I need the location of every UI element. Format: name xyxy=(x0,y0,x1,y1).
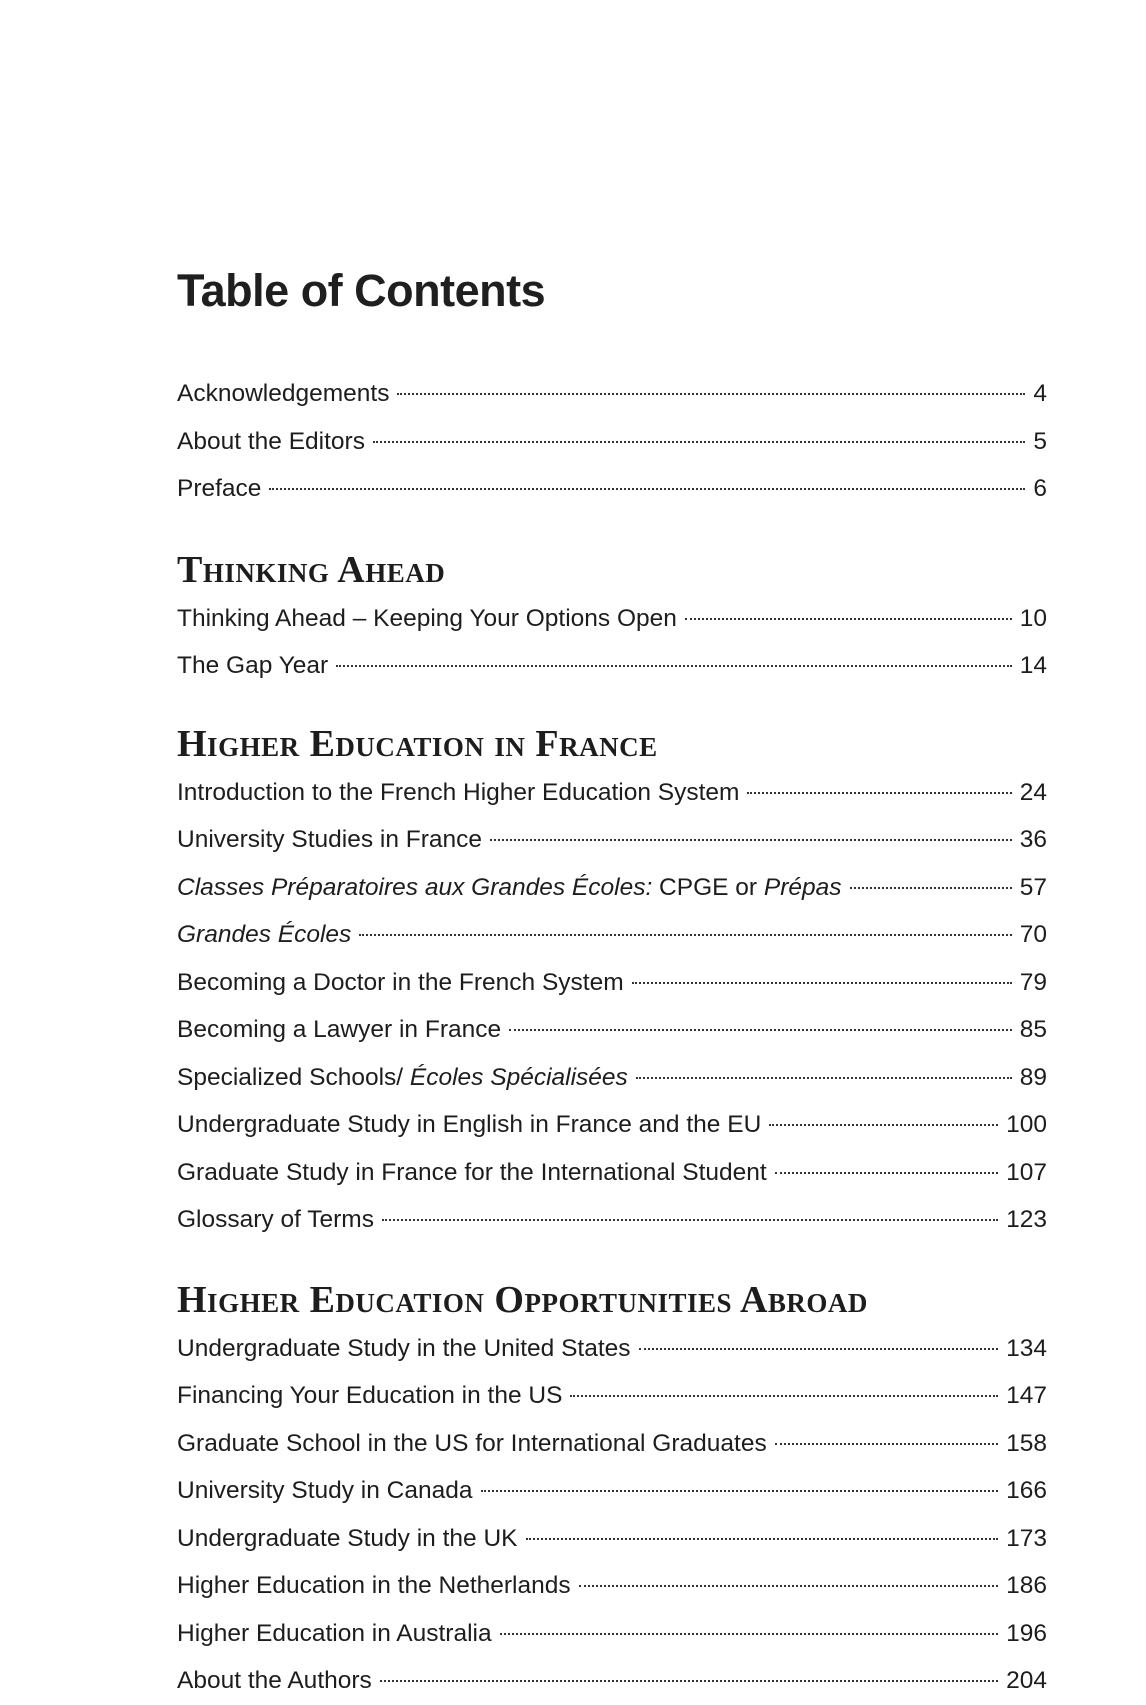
toc-entry[interactable] xyxy=(177,1515,1047,1563)
toc-entry-title-part: CPGE or xyxy=(652,873,764,901)
toc-entry[interactable] xyxy=(177,911,1047,959)
toc-entry[interactable] xyxy=(177,769,1047,817)
dot-leader xyxy=(490,839,1012,841)
toc-entry[interactable] xyxy=(177,816,1047,864)
toc-entry-page-number: 107 xyxy=(1006,1158,1047,1186)
toc-entry[interactable] xyxy=(177,370,1047,418)
dot-leader xyxy=(359,934,1011,936)
toc-entry-page-number: 70 xyxy=(1019,921,1047,948)
section-heading: Higher Education in France xyxy=(177,722,658,765)
toc-entry-title: About the Editors xyxy=(177,427,365,455)
dot-leader xyxy=(769,1124,998,1126)
toc-entry-title: Glossary of Terms xyxy=(177,1206,374,1233)
toc-entry-page-number: 204 xyxy=(1006,1667,1047,1694)
toc-entry-title-italic-part: Prépas xyxy=(763,873,842,901)
toc-entry-page-number: 24 xyxy=(1019,778,1047,806)
toc-entry[interactable] xyxy=(177,1372,1047,1420)
toc-entry-title xyxy=(177,1054,628,1102)
dot-leader xyxy=(380,1680,998,1682)
toc-entry-title-part: Specialized Schools/ xyxy=(177,1063,410,1091)
toc-entry-title-italic-part: Classes Préparatoires aux Grandes Écoles: xyxy=(177,873,653,901)
toc-entry[interactable] xyxy=(177,1420,1047,1468)
toc-entry-page-number: 4 xyxy=(1033,380,1047,407)
toc-entry-page-number: 89 xyxy=(1019,1063,1047,1091)
dot-leader xyxy=(382,1219,998,1221)
toc-entry-title: Financing Your Education in the US xyxy=(177,1382,563,1409)
toc-entry-title: Graduate Study in France for the International Student xyxy=(177,1158,767,1186)
toc-entry-title: Becoming a Lawyer in France xyxy=(177,1016,502,1043)
toc-entry-title: Acknowledgements xyxy=(177,380,390,407)
toc-entry-page-number: 173 xyxy=(1006,1524,1047,1552)
toc-entry-title: The Gap Year xyxy=(177,652,329,679)
dot-leader xyxy=(685,618,1012,620)
dot-leader xyxy=(500,1633,999,1635)
section-heading: Thinking Ahead xyxy=(177,548,446,591)
toc-entry-title xyxy=(177,864,842,912)
toc-entry-page-number: 166 xyxy=(1006,1477,1047,1504)
toc-section xyxy=(177,719,1047,1244)
toc-entry-title: Becoming a Doctor in the French System xyxy=(177,968,624,996)
toc-entry-title xyxy=(177,911,351,959)
toc-entry[interactable] xyxy=(177,1054,1047,1102)
toc-entry-page-number: 147 xyxy=(1006,1382,1047,1409)
dot-leader xyxy=(269,488,1025,490)
toc-entry-page-number: 6 xyxy=(1033,475,1047,502)
toc-entry-page-number: 85 xyxy=(1019,1016,1047,1043)
toc-entry[interactable] xyxy=(177,1562,1047,1610)
dot-leader xyxy=(747,792,1011,794)
toc-entry[interactable] xyxy=(177,1101,1047,1149)
toc-entry[interactable] xyxy=(177,959,1047,1007)
toc-entry-page-number: 10 xyxy=(1019,604,1047,632)
toc-entry-page-number: 196 xyxy=(1006,1619,1047,1647)
dot-leader xyxy=(526,1538,999,1540)
dot-leader xyxy=(373,441,1025,443)
dot-leader xyxy=(632,982,1012,984)
toc-entry-page-number: 57 xyxy=(1019,873,1047,901)
toc-entry-title: Higher Education in Australia xyxy=(177,1619,492,1647)
section-heading: Higher Education Opportunities Abroad xyxy=(177,1278,868,1321)
toc-page xyxy=(177,262,1047,1705)
dot-leader xyxy=(481,1490,999,1492)
toc-entry[interactable] xyxy=(177,642,1047,690)
dot-leader xyxy=(850,887,1012,889)
toc-entry-title: Introduction to the French Higher Education System xyxy=(177,778,740,806)
toc-entry-title: Higher Education in the Netherlands xyxy=(177,1572,571,1599)
dot-leader xyxy=(636,1077,1012,1079)
toc-entry[interactable] xyxy=(177,864,1047,912)
toc-section xyxy=(177,545,1047,690)
toc-entry-page-number: 100 xyxy=(1006,1111,1047,1138)
dot-leader xyxy=(775,1172,998,1174)
toc-entry[interactable] xyxy=(177,1325,1047,1373)
toc-entry-title-italic-part: Écoles Spécialisées xyxy=(409,1063,628,1091)
dot-leader xyxy=(509,1029,1012,1031)
toc-entry[interactable] xyxy=(177,595,1047,643)
toc-entry[interactable] xyxy=(177,1467,1047,1515)
dot-leader xyxy=(336,665,1012,667)
dot-leader xyxy=(775,1443,998,1445)
toc-entry-title: Undergraduate Study in English in France and the EU xyxy=(177,1111,762,1138)
toc-entry-title: Undergraduate Study in the UK xyxy=(177,1524,518,1552)
toc-entry-page-number: 123 xyxy=(1006,1206,1047,1233)
dot-leader xyxy=(570,1395,998,1397)
toc-section xyxy=(177,1275,1047,1705)
toc-entry-page-number: 158 xyxy=(1006,1429,1047,1457)
toc-entry[interactable] xyxy=(177,465,1047,513)
toc-sections xyxy=(177,545,1047,1705)
toc-entry-page-number: 36 xyxy=(1019,826,1047,853)
toc-entry-title: Undergraduate Study in the United States xyxy=(177,1334,631,1362)
toc-entry-page-number: 5 xyxy=(1033,427,1047,455)
dot-leader xyxy=(397,393,1025,395)
toc-entry-page-number: 79 xyxy=(1019,968,1047,996)
toc-entry-page-number: 134 xyxy=(1006,1334,1047,1362)
page-title: Table of Contents xyxy=(177,265,546,316)
toc-entry[interactable] xyxy=(177,1006,1047,1054)
front-matter-list xyxy=(177,370,1047,513)
toc-entry[interactable] xyxy=(177,1196,1047,1244)
toc-entry[interactable] xyxy=(177,1610,1047,1658)
toc-entry-title: About the Authors xyxy=(177,1667,372,1694)
dot-leader xyxy=(639,1348,999,1350)
toc-entry-page-number: 14 xyxy=(1019,652,1047,679)
toc-entry-page-number: 186 xyxy=(1006,1572,1047,1599)
toc-entry-title: Graduate School in the US for International Graduates xyxy=(177,1429,767,1457)
toc-entry-title: Preface xyxy=(177,475,262,502)
toc-entry-title: University Study in Canada xyxy=(177,1477,473,1504)
dot-leader xyxy=(579,1585,999,1587)
toc-entry-title-italic-part: Grandes Écoles xyxy=(177,921,352,948)
toc-entry[interactable] xyxy=(177,418,1047,466)
toc-entry[interactable] xyxy=(177,1149,1047,1197)
toc-entry[interactable] xyxy=(177,1657,1047,1705)
toc-entry-title: Thinking Ahead – Keeping Your Options Open xyxy=(177,604,677,632)
toc-entry-title: University Studies in France xyxy=(177,826,483,853)
